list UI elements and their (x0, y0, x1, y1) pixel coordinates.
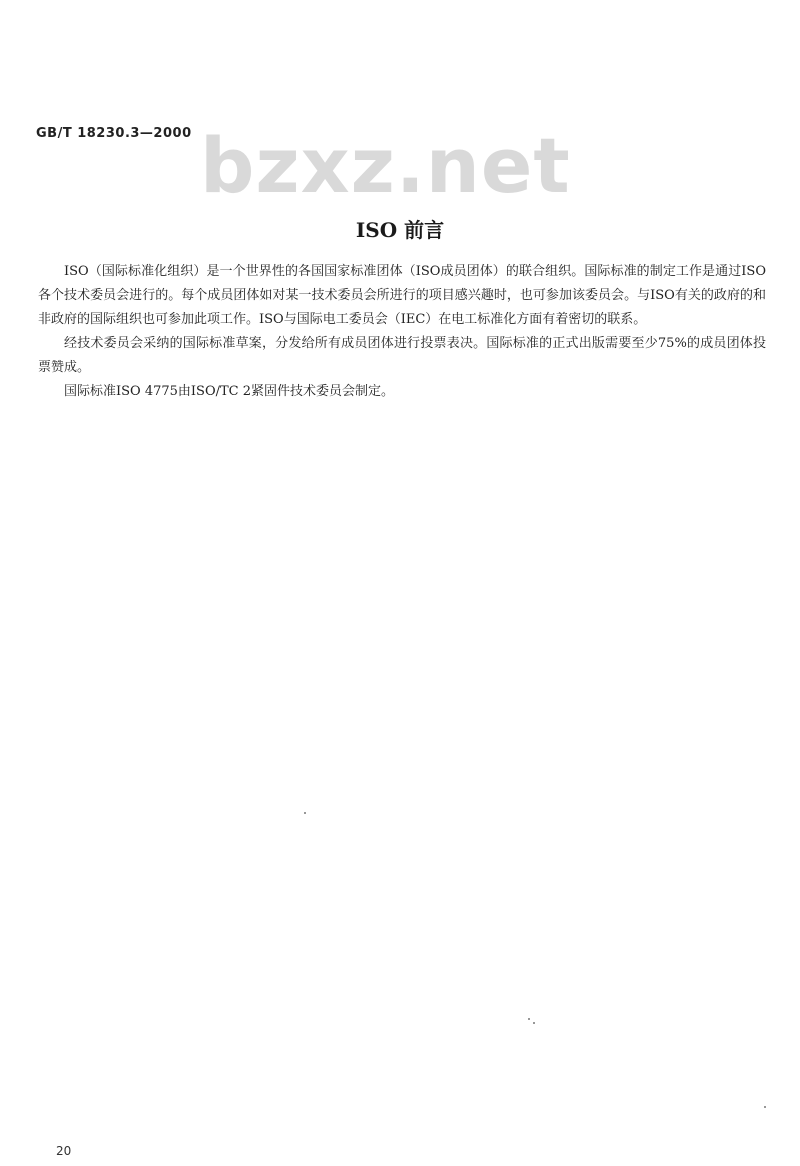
watermark: bzxz.net (200, 121, 571, 210)
paragraph-iso-intro: ISO（国际标准化组织）是一个世界性的各国国家标准团体（ISO成员团体）的联合组织。国际标准的制定工作是通过ISO各个技术委员会进行的。每个成员团体如对某一技术委员会所进行的项目感兴趣时，也可参加该委员会。与ISO有关的政府的和非政府的国际组织也可参加此项工作。ISO与国际电工委员会（IEC）在电工标准化方面有着密切的联系。 (38, 264, 766, 327)
standard-code: GB/T 18230.3—2000 (36, 126, 192, 141)
scan-speck (764, 1106, 766, 1108)
page-number: 20 (56, 1144, 72, 1158)
page-title: ISO 前言 (355, 218, 445, 242)
scan-speck (533, 1022, 535, 1024)
scan-speck (304, 812, 306, 814)
paragraph-committee: 国际标准ISO 4775由ISO/TC 2紧固件技术委员会制定。 (64, 384, 395, 399)
body-text (38, 260, 766, 404)
scan-speck (528, 1018, 530, 1020)
paragraph-voting: 经技术委员会采纳的国际标准草案，分发给所有成员团体进行投票表决。国际标准的正式出版需要至少75%的成员团体投票赞成。 (38, 336, 766, 375)
